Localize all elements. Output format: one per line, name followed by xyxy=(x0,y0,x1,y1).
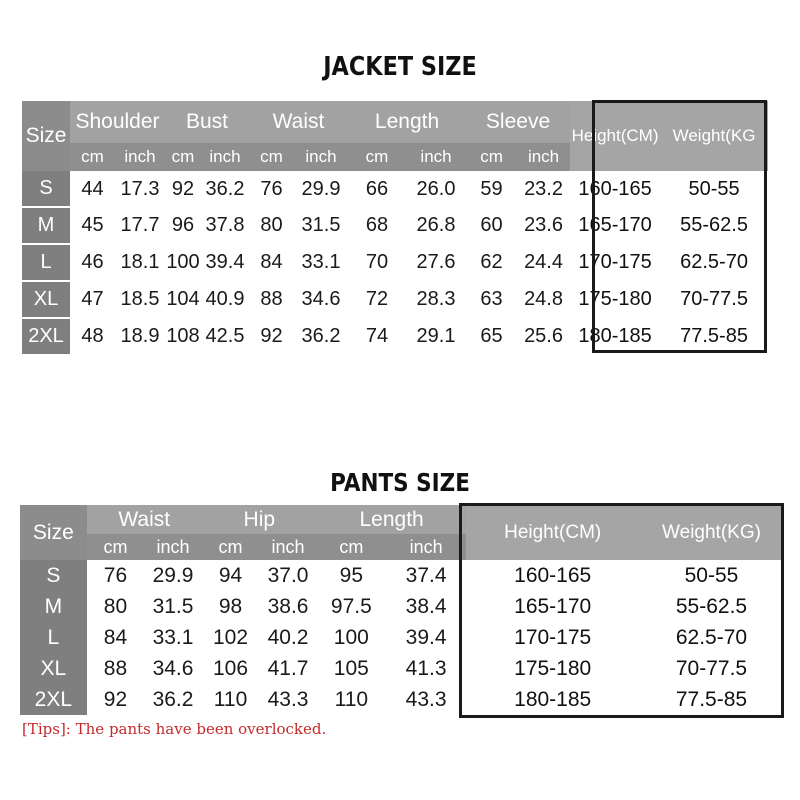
unit-inch: inch xyxy=(406,143,466,171)
jacket-waist-header: Waist xyxy=(249,101,348,143)
measure-cell: 36.2 xyxy=(201,171,249,207)
jacket-sleeve-header: Sleeve xyxy=(466,101,570,143)
measure-cell: 37.8 xyxy=(201,207,249,244)
unit-cm: cm xyxy=(466,143,517,171)
pants-height-header: Height(CM) xyxy=(466,505,639,560)
measure-cell: 37.4 xyxy=(386,560,467,591)
measure-cell: 23.6 xyxy=(517,207,570,244)
height-cell: 175-180 xyxy=(466,653,639,684)
measure-cell: 26.0 xyxy=(406,171,466,207)
measure-cell: 98 xyxy=(202,591,260,622)
pants-size-table xyxy=(20,505,784,715)
size-row xyxy=(22,281,768,318)
measure-cell: 88 xyxy=(87,653,145,684)
size-label: XL xyxy=(20,653,87,684)
unit-cm: cm xyxy=(70,143,115,171)
measure-cell: 104 xyxy=(165,281,201,318)
measure-cell: 65 xyxy=(466,318,517,354)
jacket-weight-header: Weight(KG xyxy=(660,101,768,171)
height-cell: 180-185 xyxy=(570,318,660,354)
measure-cell: 24.8 xyxy=(517,281,570,318)
measure-cell: 28.3 xyxy=(406,281,466,318)
measure-cell: 33.1 xyxy=(144,622,202,653)
measure-cell: 29.9 xyxy=(144,560,202,591)
measure-cell: 70 xyxy=(348,244,406,281)
pants-length-header: Length xyxy=(317,505,467,534)
unit-cm: cm xyxy=(317,534,386,560)
measure-cell: 45 xyxy=(70,207,115,244)
measure-cell: 27.6 xyxy=(406,244,466,281)
measure-cell: 100 xyxy=(317,622,386,653)
weight-cell: 50-55 xyxy=(639,560,784,591)
weight-cell: 77.5-85 xyxy=(639,684,784,715)
measure-cell: 80 xyxy=(249,207,294,244)
jacket-bust-header: Bust xyxy=(165,101,249,143)
measure-cell: 39.4 xyxy=(386,622,467,653)
unit-inch: inch xyxy=(144,534,202,560)
measure-cell: 29.9 xyxy=(294,171,348,207)
size-row xyxy=(20,591,784,622)
pants-weight-header: Weight(KG) xyxy=(639,505,784,560)
measure-cell: 84 xyxy=(87,622,145,653)
measure-cell: 80 xyxy=(87,591,145,622)
unit-cm: cm xyxy=(249,143,294,171)
weight-cell: 70-77.5 xyxy=(660,281,768,318)
size-row xyxy=(20,653,784,684)
measure-cell: 40.2 xyxy=(259,622,317,653)
measure-cell: 66 xyxy=(348,171,406,207)
measure-cell: 94 xyxy=(202,560,260,591)
measure-cell: 25.6 xyxy=(517,318,570,354)
measure-cell: 42.5 xyxy=(201,318,249,354)
weight-cell: 62.5-70 xyxy=(639,622,784,653)
measure-cell: 72 xyxy=(348,281,406,318)
measure-cell: 17.3 xyxy=(115,171,165,207)
measure-cell: 34.6 xyxy=(294,281,348,318)
size-label: S xyxy=(22,171,70,207)
unit-inch: inch xyxy=(517,143,570,171)
measure-cell: 88 xyxy=(249,281,294,318)
height-cell: 160-165 xyxy=(466,560,639,591)
pants-size-title: PANTS SIZE xyxy=(330,468,470,497)
unit-inch: inch xyxy=(115,143,165,171)
unit-cm: cm xyxy=(87,534,145,560)
measure-cell: 43.3 xyxy=(259,684,317,715)
height-cell: 160-165 xyxy=(570,171,660,207)
size-label: 2XL xyxy=(22,318,70,354)
size-label: S xyxy=(20,560,87,591)
measure-cell: 38.6 xyxy=(259,591,317,622)
size-row xyxy=(20,560,784,591)
jacket-size-header: Size xyxy=(22,101,70,171)
measure-cell: 92 xyxy=(87,684,145,715)
measure-cell: 37.0 xyxy=(259,560,317,591)
unit-cm: cm xyxy=(165,143,201,171)
measure-cell: 110 xyxy=(317,684,386,715)
measure-cell: 68 xyxy=(348,207,406,244)
weight-cell: 62.5-70 xyxy=(660,244,768,281)
measure-cell: 31.5 xyxy=(294,207,348,244)
measure-cell: 41.3 xyxy=(386,653,467,684)
measure-cell: 60 xyxy=(466,207,517,244)
jacket-height-header: Height(CM) xyxy=(570,101,660,171)
measure-cell: 76 xyxy=(87,560,145,591)
size-row xyxy=(20,622,784,653)
measure-cell: 17.7 xyxy=(115,207,165,244)
height-cell: 170-175 xyxy=(570,244,660,281)
measure-cell: 97.5 xyxy=(317,591,386,622)
height-cell: 175-180 xyxy=(570,281,660,318)
weight-cell: 50-55 xyxy=(660,171,768,207)
measure-cell: 41.7 xyxy=(259,653,317,684)
pants-hip-header: Hip xyxy=(202,505,317,534)
tips-note: [Tips]: The pants have been overlocked. xyxy=(22,720,327,738)
measure-cell: 23.2 xyxy=(517,171,570,207)
measure-cell: 84 xyxy=(249,244,294,281)
size-label: L xyxy=(22,244,70,281)
measure-cell: 74 xyxy=(348,318,406,354)
height-cell: 165-170 xyxy=(466,591,639,622)
measure-cell: 38.4 xyxy=(386,591,467,622)
size-label: L xyxy=(20,622,87,653)
weight-cell: 55-62.5 xyxy=(660,207,768,244)
unit-inch: inch xyxy=(259,534,317,560)
jacket-shoulder-header: Shoulder xyxy=(70,101,165,143)
measure-cell: 63 xyxy=(466,281,517,318)
size-row xyxy=(22,318,768,354)
measure-cell: 47 xyxy=(70,281,115,318)
height-cell: 165-170 xyxy=(570,207,660,244)
weight-cell: 77.5-85 xyxy=(660,318,768,354)
jacket-size-table xyxy=(22,101,768,354)
measure-cell: 33.1 xyxy=(294,244,348,281)
measure-cell: 26.8 xyxy=(406,207,466,244)
weight-cell: 55-62.5 xyxy=(639,591,784,622)
measure-cell: 62 xyxy=(466,244,517,281)
measure-cell: 100 xyxy=(165,244,201,281)
measure-cell: 92 xyxy=(249,318,294,354)
size-label: 2XL xyxy=(20,684,87,715)
size-label: XL xyxy=(22,281,70,318)
size-label: M xyxy=(22,207,70,244)
jacket-length-header: Length xyxy=(348,101,466,143)
measure-cell: 29.1 xyxy=(406,318,466,354)
jacket-size-title: JACKET SIZE xyxy=(323,52,477,82)
measure-cell: 36.2 xyxy=(294,318,348,354)
measure-cell: 18.1 xyxy=(115,244,165,281)
unit-inch: inch xyxy=(386,534,467,560)
size-row xyxy=(22,244,768,281)
pants-size-header: Size xyxy=(20,505,87,560)
measure-cell: 59 xyxy=(466,171,517,207)
pants-waist-header: Waist xyxy=(87,505,202,534)
measure-cell: 44 xyxy=(70,171,115,207)
measure-cell: 34.6 xyxy=(144,653,202,684)
weight-cell: 70-77.5 xyxy=(639,653,784,684)
measure-cell: 40.9 xyxy=(201,281,249,318)
measure-cell: 31.5 xyxy=(144,591,202,622)
size-row xyxy=(20,684,784,715)
measure-cell: 18.5 xyxy=(115,281,165,318)
unit-inch: inch xyxy=(294,143,348,171)
measure-cell: 108 xyxy=(165,318,201,354)
measure-cell: 36.2 xyxy=(144,684,202,715)
measure-cell: 46 xyxy=(70,244,115,281)
measure-cell: 110 xyxy=(202,684,260,715)
measure-cell: 92 xyxy=(165,171,201,207)
measure-cell: 96 xyxy=(165,207,201,244)
size-row xyxy=(22,207,768,244)
size-row xyxy=(22,171,768,207)
measure-cell: 39.4 xyxy=(201,244,249,281)
unit-cm: cm xyxy=(348,143,406,171)
measure-cell: 43.3 xyxy=(386,684,467,715)
size-label: M xyxy=(20,591,87,622)
measure-cell: 76 xyxy=(249,171,294,207)
measure-cell: 102 xyxy=(202,622,260,653)
measure-cell: 48 xyxy=(70,318,115,354)
unit-inch: inch xyxy=(201,143,249,171)
measure-cell: 105 xyxy=(317,653,386,684)
measure-cell: 24.4 xyxy=(517,244,570,281)
measure-cell: 95 xyxy=(317,560,386,591)
measure-cell: 18.9 xyxy=(115,318,165,354)
height-cell: 180-185 xyxy=(466,684,639,715)
height-cell: 170-175 xyxy=(466,622,639,653)
unit-cm: cm xyxy=(202,534,260,560)
measure-cell: 106 xyxy=(202,653,260,684)
